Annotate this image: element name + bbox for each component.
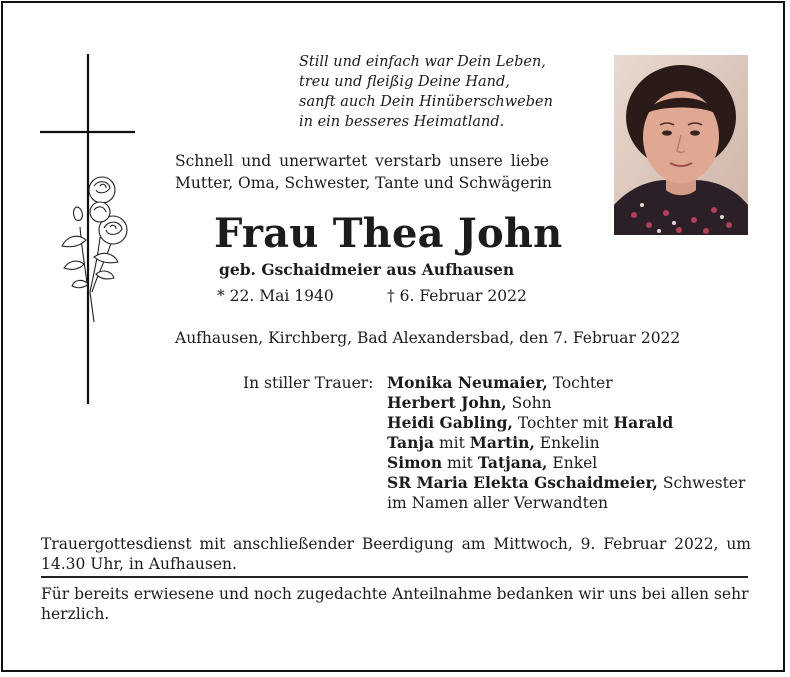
thanks-text: Für bereits erwiesene und noch zugedachte Anteilnahme bedanken wir uns bei allen sehr herzlich. [41, 585, 749, 623]
mourner-line: SR Maria Elekta Gschaidmeier, Schwester [387, 473, 746, 492]
poem-line: Still und einfach war Dein Leben, [299, 54, 546, 70]
intro-text [175, 150, 552, 194]
mourner-line: Tanja mit Martin, Enkelin [387, 433, 600, 452]
cross-with-roses-icon [38, 52, 138, 407]
deceased-name: Frau Thea John [214, 210, 563, 257]
intro-line: Schnell und unerwartet verstarb unsere liebe [175, 152, 549, 170]
mourner-line: Heidi Gabling, Tochter mit Harald [387, 413, 674, 432]
poem [299, 52, 553, 132]
poem-line: in ein besseres Heimatland. [299, 114, 505, 130]
mourner-line: Herbert John, Sohn [387, 393, 552, 412]
funeral-service-info: Trauergottesdienst mit anschließender Beerdigung am Mittwoch, 9. Februar 2022, um 14.30 Uhr, in Aufhausen. [41, 535, 751, 573]
mourner-line: im Namen aller Verwandten [387, 494, 608, 512]
place-and-date: Aufhausen, Kirchberg, Bad Alexandersbad, den 7. Februar 2022 [175, 329, 681, 347]
portrait-photo [614, 55, 748, 235]
maiden-name: geb. Gschaidmeier aus Aufhausen [219, 260, 515, 279]
poem-line: treu und fleißig Deine Hand, [299, 74, 510, 90]
mourners-list [387, 373, 745, 513]
divider [41, 576, 748, 578]
birth-date: * 22. Mai 1940 [217, 287, 334, 305]
death-date: † 6. Februar 2022 [387, 287, 527, 305]
intro-line: Mutter, Oma, Schwester, Tante und Schwägerin [175, 174, 552, 192]
mourner-line: Simon mit Tatjana, Enkel [387, 453, 598, 472]
mourning-label: In stiller Trauer: [243, 374, 374, 392]
poem-line: sanft auch Dein Hinüberschweben [299, 94, 553, 110]
mourner-line: Monika Neumaier, Tochter [387, 373, 613, 392]
